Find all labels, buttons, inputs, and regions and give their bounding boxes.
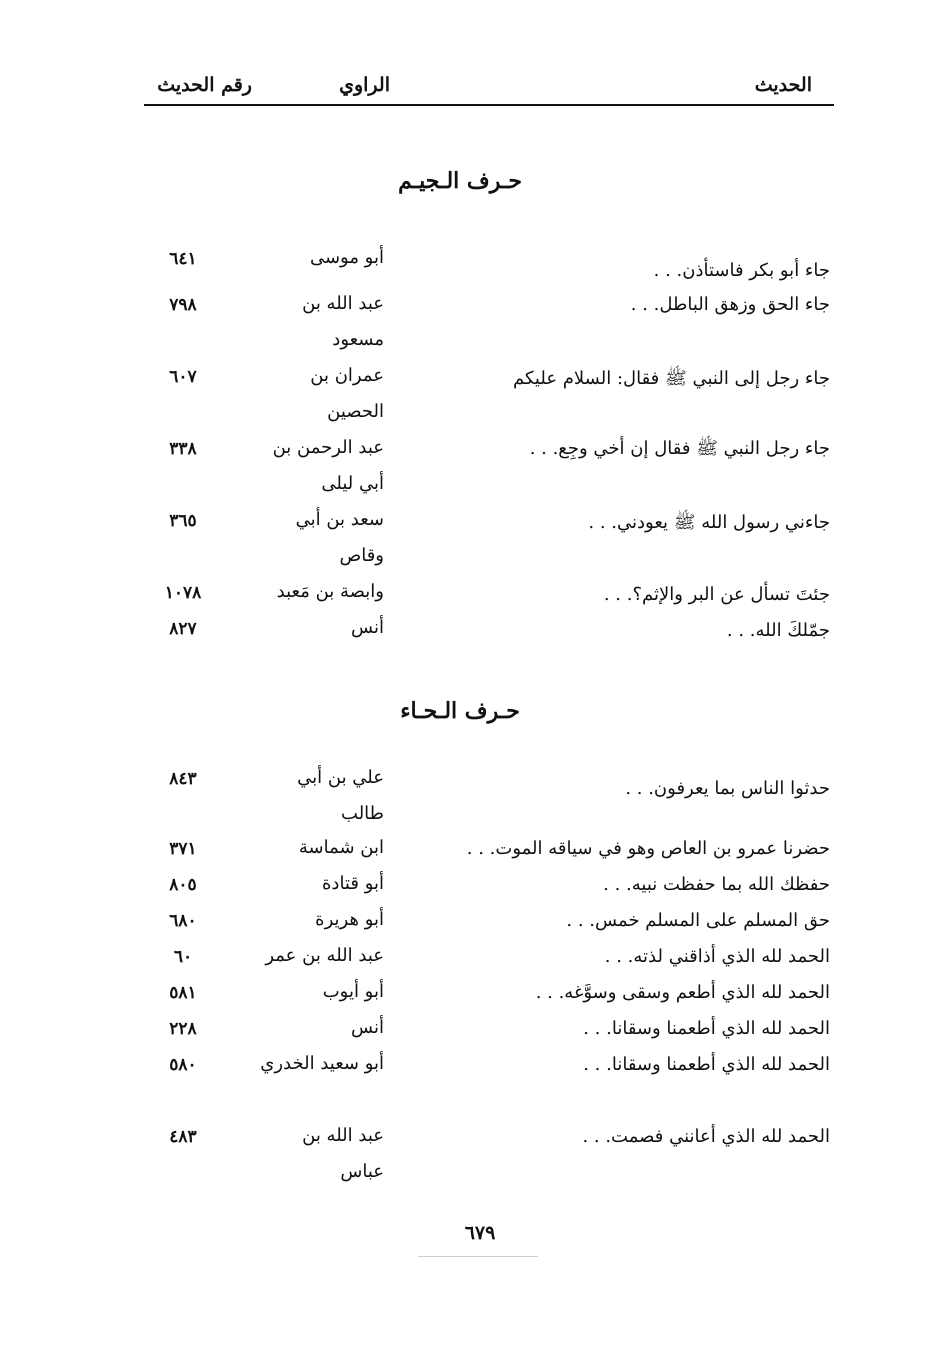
narrator: أبو هريرة	[315, 909, 384, 930]
hadith-number: ٨٠٥	[169, 875, 197, 895]
hadith-text: جاء رجل النبي ﷺ فقال إن أخي وجِع. . .	[529, 438, 830, 459]
column-header-number: رقم الحديث	[157, 74, 252, 96]
hadith-number: ٣٦٥	[169, 511, 197, 531]
narrator: عبد الله بن مسعود	[302, 293, 384, 350]
hadith-number: ٦٠	[173, 947, 193, 967]
narrator: أنس	[351, 617, 384, 638]
hadith-text: جاء الحق وزهق الباطل. . .	[630, 294, 830, 315]
section-title-ha: حـرف الـحـاء	[400, 698, 520, 724]
hadith-number: ٥٨٠	[169, 1055, 197, 1075]
hadith-text: جاء أبو بكر فاستأذن. . .	[653, 260, 830, 281]
hadith-text: جاءني رسول الله ﷺ يعودني. . .	[588, 512, 830, 533]
column-header-hadith: الحديث	[754, 74, 812, 96]
hadith-text: حق المسلم على المسلم خمس. . .	[566, 910, 830, 931]
hadith-number: ٥٨١	[169, 983, 197, 1003]
narrator: ابن شماسة	[298, 837, 384, 858]
hadith-number: ٦٤١	[169, 249, 197, 269]
hadith-text: جئتَ تسأل عن البر والإثم؟. . .	[603, 584, 830, 605]
narrator: سعد بن أبي وقاص	[295, 509, 384, 566]
narrator: عبد الله بن عمر	[265, 945, 384, 966]
hadith-text: الحمد لله الذي أطعم وسقى وسوَّغه. . .	[535, 982, 830, 1003]
footer-divider	[418, 1256, 538, 1257]
narrator: أبو أيوب	[322, 981, 384, 1002]
narrator: علي بن أبي طالب	[297, 767, 384, 824]
narrator: عمران بن الحصين	[310, 365, 384, 422]
hadith-number: ٣٧١	[169, 839, 197, 859]
hadith-number: ٦٨٠	[169, 911, 197, 931]
hadith-number: ٧٩٨	[169, 295, 197, 315]
narrator: عبد الرحمن بن أبي ليلى	[272, 437, 384, 494]
hadith-text: الحمد لله الذي أعانني فصمت. . .	[582, 1126, 830, 1147]
hadith-text: الحمد لله الذي أطعمنا وسقانا. . .	[583, 1018, 830, 1039]
hadith-number: ٤٨٣	[169, 1127, 197, 1147]
hadith-number: ٨٤٣	[169, 769, 197, 789]
hadith-text: الحمد لله الذي أطعمنا وسقانا. . .	[583, 1054, 830, 1075]
narrator: عبد الله بن عباس	[302, 1125, 384, 1182]
section-title-jim: حـرف الـجيـم	[398, 168, 522, 194]
hadith-number: ٨٢٧	[169, 619, 197, 639]
column-header-narrator: الراوي	[339, 74, 390, 96]
page-number: ٦٧٩	[464, 1222, 496, 1244]
hadith-text: حضرنا عمرو بن العاص وهو في سياقه الموت. . .	[466, 838, 830, 859]
header-divider	[144, 104, 834, 106]
hadith-number: ٢٢٨	[169, 1019, 197, 1039]
narrator: أبو موسى	[309, 247, 384, 268]
hadith-text: الحمد لله الذي أذاقني لذته. . .	[604, 946, 830, 967]
narrator: وابصة بن مَعبد	[276, 581, 384, 602]
narrator: أبو سعيد الخدري	[260, 1053, 384, 1074]
hadith-number: ٣٣٨	[169, 439, 197, 459]
hadith-text: حدثوا الناس بما يعرفون. . .	[625, 778, 830, 799]
hadith-text: جاء رجل إلى النبي ﷺ فقال: السلام عليكم	[513, 368, 830, 389]
hadith-text: حفظك الله بما حفظت نبيه. . .	[603, 874, 830, 895]
narrator: أبو قتادة	[322, 873, 384, 894]
hadith-number: ٦٠٧	[169, 367, 197, 387]
hadith-number: ١٠٧٨	[164, 583, 202, 603]
hadith-text: جمّلكَ الله. . .	[726, 620, 830, 641]
narrator: أنس	[351, 1017, 384, 1038]
